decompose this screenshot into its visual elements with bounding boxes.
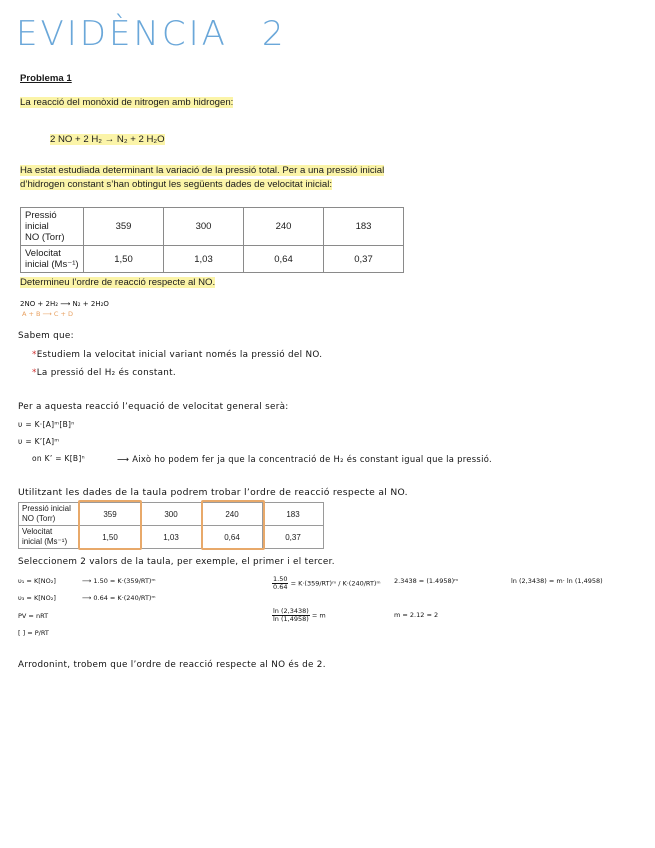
table-cell: 300 xyxy=(141,503,202,526)
table-row-label: Pressió inicial NO (Torr) xyxy=(21,208,84,246)
hand-ln-fraction xyxy=(272,608,326,623)
title-word: EVIDÈNCIA xyxy=(16,14,228,54)
table-cell: 0,64 xyxy=(202,526,263,549)
hand-equation: 2NO + 2H₂ ⟶ N₂ + 2H₂O xyxy=(20,300,109,308)
hand-bullet-2: *La pressió del H₂ és constant. xyxy=(32,368,177,378)
table-cell: 359 xyxy=(84,208,164,246)
table-cell: 0,37 xyxy=(263,526,324,549)
ratio-fraction: $\frac{1.50}{0.64}$ xyxy=(273,575,288,591)
table-cell: 1,03 xyxy=(164,246,244,273)
hand-u1: υ₁ = K[NO₂] xyxy=(18,577,56,585)
hand-ln-equation: ln (2,3438) = m· ln (1,4958) xyxy=(511,577,603,585)
hand-conc: [ ] = P/RT xyxy=(18,629,49,637)
problem-question-text: Determineu l’ordre de reacció respecte al NO. xyxy=(20,277,216,288)
highlight-box-first xyxy=(78,500,142,550)
hand-general-intro: Per a aquesta reacció l’equació de velocitat general serà: xyxy=(18,402,289,412)
page-title xyxy=(16,14,287,54)
table-cell: 0,64 xyxy=(244,246,324,273)
hand-law-1: υ = K·[A]ᵐ[B]ⁿ xyxy=(18,420,75,429)
hand-ratio-result: 2.3438 = (1.4958)ᵐ xyxy=(394,577,459,585)
problem-intro xyxy=(20,96,233,110)
ln-fraction-rhs: = m xyxy=(311,611,326,620)
hand-ratio xyxy=(272,576,381,591)
reaction-equation-text: 2 NO + 2 H₂ → N₂ + 2 H₂O xyxy=(50,134,165,145)
table-row xyxy=(19,503,324,526)
title-number: 2 xyxy=(261,14,287,54)
small-data-table xyxy=(18,502,324,549)
table-cell: 1,03 xyxy=(141,526,202,549)
hand-u1-sub: ⟶ 1.50 = K·(359/RT)ᵐ xyxy=(82,577,156,585)
hand-equation-letters: A + B ⟶ C + D xyxy=(22,310,74,318)
table-row-label: Velocitat inicial (Ms⁻¹) xyxy=(19,526,80,549)
hand-using-table: Utilitzant les dades de la taula podrem trobar l’ordre de reacció respecte al NO. xyxy=(18,487,408,498)
hand-m-result: m = 2.12 ≈ 2 xyxy=(394,611,439,619)
table-row xyxy=(21,208,404,246)
hand-pv: PV = nRT xyxy=(18,612,49,620)
hand-on-k-note: ⟶ Això ho podem fer ja que la concentració de H₂ és constant igual que la pressió. xyxy=(117,454,492,464)
highlight-box-third xyxy=(201,500,265,550)
hand-sabem: Sabem que: xyxy=(18,331,74,341)
statement-line-1: Ha estat estudiada determinant la variació de la pressió total. Per a una pressió inicial xyxy=(20,165,385,176)
table-cell: 1,50 xyxy=(84,246,164,273)
hand-conclusion: Arrodonint, trobem que l’ordre de reacció respecte al NO és de 2. xyxy=(18,660,326,670)
table-cell: 359 xyxy=(80,503,141,526)
hand-on-k: on K’ = K[B]ⁿ xyxy=(32,454,85,463)
ln-fraction: $\frac{\ln (2,3438)}{\ln (1,4958)}$ xyxy=(273,607,309,623)
hand-select: Seleccionem 2 valors de la taula, per exemple, el primer i el tercer. xyxy=(18,557,335,567)
table-row-label: Pressió inicial NO (Torr) xyxy=(19,503,80,526)
table-row xyxy=(19,526,324,549)
table-cell: 183 xyxy=(324,208,404,246)
table-cell: 240 xyxy=(244,208,324,246)
table-cell: 300 xyxy=(164,208,244,246)
table-cell: 0,37 xyxy=(324,246,404,273)
ratio-rhs: = K·(359/RT)ᵐ / K·(240/RT)ᵐ xyxy=(290,579,381,588)
problem-heading: Problema 1 xyxy=(20,73,72,84)
problem-statement xyxy=(20,164,384,192)
problem-question xyxy=(20,276,215,290)
table-cell: 183 xyxy=(263,503,324,526)
table-cell: 1,50 xyxy=(80,526,141,549)
reaction-equation xyxy=(50,133,165,147)
statement-line-2: d’hidrogen constant s’han obtingut les següents dades de velocitat inicial: xyxy=(20,179,333,190)
problem-intro-text: La reacció del monòxid de nitrogen amb hidrogen: xyxy=(20,97,234,108)
data-table xyxy=(20,207,404,273)
table-row-label: Velocitat inicial (Ms⁻¹) xyxy=(21,246,84,273)
hand-u3-sub: ⟶ 0.64 = K·(240/RT)ᵐ xyxy=(82,594,156,602)
hand-bullet-1: *Estudiem la velocitat inicial variant només la pressió del NO. xyxy=(32,350,323,360)
table-cell: 240 xyxy=(202,503,263,526)
hand-u3: υ₃ = K[NO₂] xyxy=(18,594,56,602)
hand-law-2: υ = K’[A]ᵐ xyxy=(18,437,60,446)
table-row xyxy=(21,246,404,273)
